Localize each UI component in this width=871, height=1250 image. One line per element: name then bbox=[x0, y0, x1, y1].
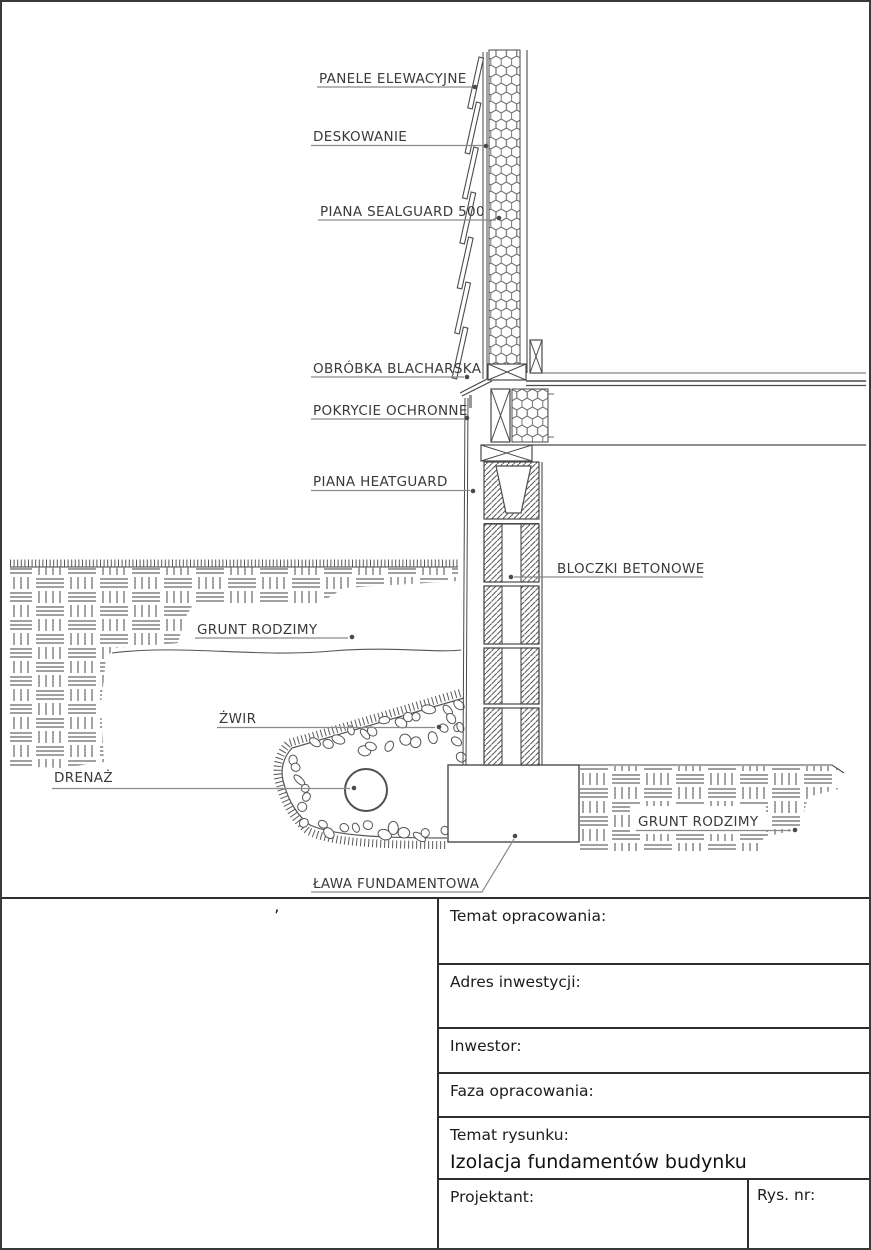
svg-text:PANELE ELEWACYJNE: PANELE ELEWACYJNE bbox=[319, 71, 467, 87]
svg-text:GRUNT RODZIMY: GRUNT RODZIMY bbox=[638, 814, 759, 830]
stray-mark: ’ bbox=[274, 907, 280, 927]
field-label: Rys. nr: bbox=[757, 1186, 816, 1204]
field-projektant-rysnr bbox=[439, 1180, 869, 1248]
geotextile-line bbox=[282, 698, 464, 838]
svg-text:ŻWIR: ŻWIR bbox=[219, 711, 257, 727]
svg-text:DRENAŻ: DRENAŻ bbox=[54, 770, 113, 786]
label-panele-elewacyjne bbox=[317, 71, 477, 89]
title-block bbox=[2, 897, 869, 1248]
gravel-zone bbox=[277, 693, 468, 845]
label-pokrycie-ochronne bbox=[311, 403, 469, 420]
svg-text:BLOCZKI BETONOWE: BLOCZKI BETONOWE bbox=[557, 561, 705, 577]
svg-text:PIANA SEALGUARD 500: PIANA SEALGUARD 500 bbox=[320, 204, 485, 220]
title-block-logo-cell bbox=[2, 899, 437, 1248]
gravel-stones bbox=[288, 698, 468, 843]
drain-pipe bbox=[345, 769, 387, 811]
svg-text:GRUNT RODZIMY: GRUNT RODZIMY bbox=[197, 622, 318, 638]
floor-slab-lines bbox=[526, 373, 866, 445]
svg-text:POKRYCIE OCHRONNE: POKRYCIE OCHRONNE bbox=[313, 403, 468, 419]
ground-left-hatch bbox=[10, 563, 461, 768]
field-label: Temat rysunku: bbox=[450, 1126, 569, 1144]
foundation-detail-drawing bbox=[2, 2, 869, 899]
label-piana-heatguard bbox=[311, 474, 475, 493]
svg-text:ŁAWA FUNDAMENTOWA: ŁAWA FUNDAMENTOWA bbox=[313, 876, 480, 892]
foam-sealguard bbox=[489, 50, 520, 364]
title-block-fields bbox=[437, 899, 869, 1248]
field-adres-inwestycji bbox=[439, 965, 869, 1029]
field-temat-rysunku bbox=[439, 1118, 869, 1180]
field-label: Faza opracowania: bbox=[450, 1082, 594, 1100]
field-temat-opracowania bbox=[439, 899, 869, 965]
field-label: Inwestor: bbox=[450, 1037, 522, 1055]
field-label: Projektant: bbox=[450, 1188, 535, 1206]
field-inwestor bbox=[439, 1029, 869, 1074]
field-projektant bbox=[439, 1180, 747, 1248]
svg-text:DESKOWANIE: DESKOWANIE bbox=[313, 129, 408, 145]
label-deskowanie bbox=[311, 129, 488, 148]
field-label: Adres inwestycji: bbox=[450, 973, 581, 991]
label-obrobka-blacharska bbox=[311, 359, 482, 379]
field-label: Temat opracowania: bbox=[450, 907, 607, 925]
block-wall bbox=[484, 462, 542, 765]
protective-covering bbox=[463, 398, 468, 765]
svg-text:PIANA HEATGUARD: PIANA HEATGUARD bbox=[313, 474, 448, 490]
svg-text:OBRÓBKA BLACHARSKA: OBRÓBKA BLACHARSKA bbox=[313, 361, 482, 377]
label-drenaz bbox=[52, 768, 356, 790]
field-rys-nr bbox=[747, 1180, 869, 1248]
ground-wavy-line bbox=[112, 649, 461, 653]
footing bbox=[448, 765, 579, 842]
rim-foam bbox=[512, 389, 548, 442]
field-faza-opracowania bbox=[439, 1074, 869, 1118]
label-piana-sealguard bbox=[318, 204, 501, 220]
flashing-drip bbox=[469, 395, 472, 408]
drawing-title: Izolacja fundamentów budynku bbox=[450, 1151, 747, 1173]
